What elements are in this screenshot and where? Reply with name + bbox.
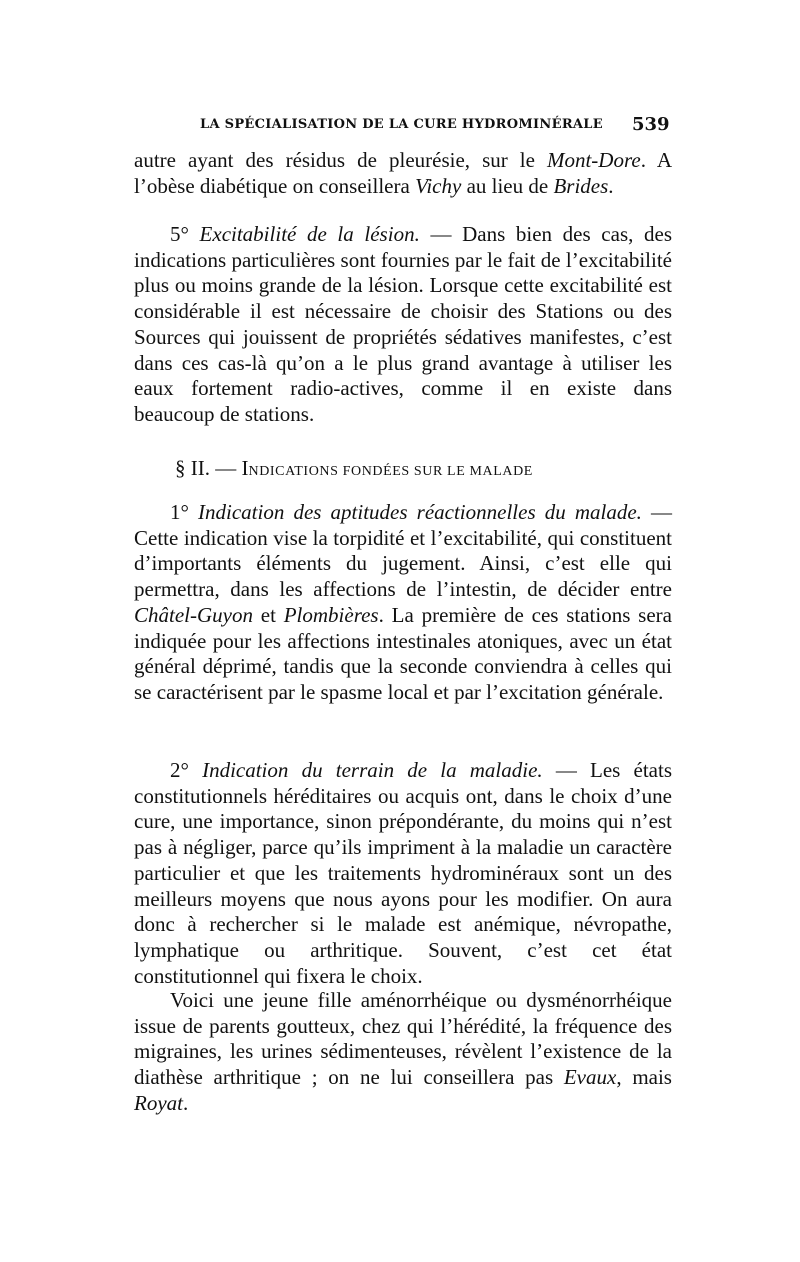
section-heading: § II. — INDICATIONS FONDÉES SUR LE MALADE [175, 456, 533, 480]
paragraph-terrain: 2° Indication du terrain de la maladie. — Les états constitutionnels héréditaires ou acquis ont, dans le choix d’une cure, une importance, sinon prépondérante, du moins qui n’est pas à négliger, parce qu’ils impriment à la maladie un caractère particulier et que les traitements hydrominéraux sont un des meilleurs moyens que nous ayons pour les modifier. On aura donc à rechercher si le malade est anémique, névropathe, lymphatique ou arthritique. Souvent, c’est cet état constitutionnel qui fixera le choix. [134, 758, 672, 988]
place-evaux: Evaux [563, 1065, 617, 1090]
paragraph-title: Excitabilité de la lésion. [199, 222, 420, 246]
paragraph-title: Indication des aptitudes réactionnelles du malade. [198, 500, 642, 524]
paragraph-continuation: autre ayant des résidus de pleurésie, sur le Mont-Dore. A l’obèse diabétique on conseillera Vichy au lieu de Brides. [134, 148, 672, 198]
running-title: LA SPÉCIALISATION DE LA CURE HYDROMINÉRALE [200, 117, 603, 132]
paragraph-aptitudes: 1° Indication des aptitudes réactionnelles du malade. — Cette indication vise la torpidité et l’excitabilité, qui constituent d’importants éléments du jugement. Ainsi, c’est elle qui permettra, dans les affections de l’intestin, de décider entre Châtel-Guyon et Plombières. La première de ces stations sera indiquée pour les affections intestinales atoniques, avec un état général déprimé, tandis que la seconde conviendra à celles qui se caractérisent par le spasme local et par l’excitation générale. [134, 500, 673, 704]
paragraph-excitabilite: 5° Excitabilité de la lésion. — Dans bien des cas, des indications particulières sont fournies par le fait de l’excitabilité plus ou moins grande de la lésion. Lorsque cette excitabilité est considérable il est nécessaire de choisir des Stations ou des Sources qui jouissent de propriétés sédatives manifestes, c’est dans ces cas-là qu’on a le plus grand avantage à utiliser les eaux fortement radio-actives, comme il en existe dans beaucoup de stations. [134, 222, 672, 426]
place-chatel-guyon: Châtel-Guyon [134, 602, 253, 627]
paragraph-title: Indication du terrain de la maladie. [202, 758, 543, 782]
page-number: 539 [632, 114, 670, 135]
place-vichy: Vichy [415, 173, 462, 198]
place-mont-dore: Mont-Dore [546, 148, 641, 172]
paragraph-exemple: Voici une jeune fille aménorrhéique ou dysménorrhéique issue de parents goutteux, chez qui l’hérédité, la fréquence des migraines, les urines sédimenteuses, révèlent l’existence de la diathèse arthritique ; on ne lui conseillera pas Evaux, mais Royat. [134, 988, 672, 1115]
place-brides: Brides [553, 173, 609, 198]
place-plombieres: Plombières [283, 602, 379, 627]
place-royat: Royat [134, 1090, 183, 1115]
